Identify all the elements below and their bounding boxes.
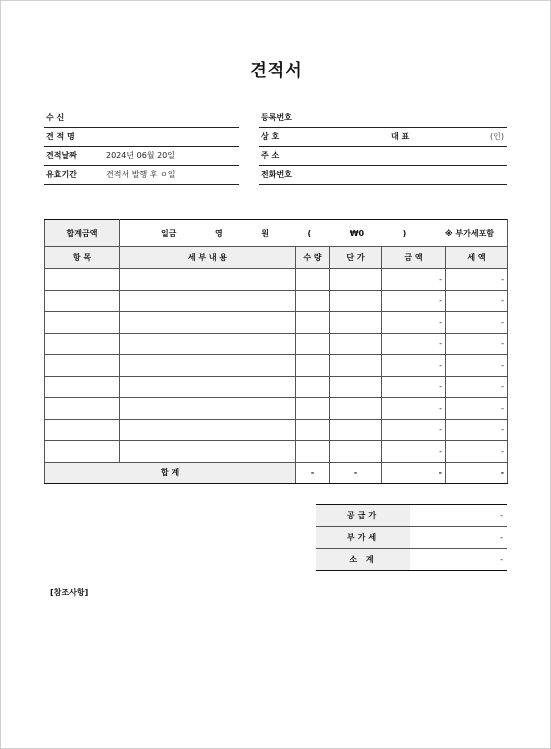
representative-label: 대 표	[391, 132, 410, 141]
supply-price-label: 공급가	[316, 505, 410, 527]
phone-row	[259, 166, 507, 185]
tax-cell: -	[446, 333, 508, 355]
item-cell[interactable]	[45, 376, 120, 398]
unit-price-cell[interactable]	[330, 269, 382, 291]
tax-cell: -	[446, 355, 508, 377]
unit-price-cell[interactable]	[330, 419, 382, 441]
quantity-cell[interactable]	[296, 355, 330, 377]
total-amount-label: 합계금액	[45, 220, 120, 247]
item-cell[interactable]	[45, 312, 120, 334]
amount-cell: -	[382, 376, 446, 398]
header-unit-price: 단 가	[330, 247, 382, 269]
subtotal-label: 소 계	[316, 549, 410, 571]
quantity-cell[interactable]	[296, 419, 330, 441]
tax-cell: -	[446, 376, 508, 398]
detail-cell[interactable]	[120, 355, 296, 377]
vat-note: ※ 부가세포함	[444, 228, 495, 238]
amount-cell: -	[382, 269, 446, 291]
amount-cell: -	[382, 355, 446, 377]
unit-price-cell[interactable]	[330, 376, 382, 398]
item-cell[interactable]	[45, 441, 120, 463]
quantity-cell[interactable]	[296, 441, 330, 463]
phone-label: 전화번호	[261, 170, 292, 179]
supply-price-row	[316, 505, 507, 527]
supply-summary-table	[316, 504, 507, 571]
table-row	[45, 312, 508, 334]
notes-label: [참조사항]	[50, 588, 89, 597]
estimate-date-row	[44, 147, 239, 166]
company-row	[259, 128, 507, 147]
table-row	[45, 398, 508, 420]
unit-price-cell[interactable]	[330, 333, 382, 355]
table-row	[45, 441, 508, 463]
estimate-name-row	[44, 128, 239, 147]
document-title: 견적서	[250, 61, 303, 81]
table-row	[45, 419, 508, 441]
estimate-date-label: 견적날짜	[46, 151, 77, 160]
amount-cell: -	[382, 419, 446, 441]
supplier-info	[259, 109, 507, 185]
amount-cell: -	[382, 441, 446, 463]
tax-cell: -	[446, 269, 508, 291]
sum-tax: -	[446, 462, 508, 483]
unit-price-cell[interactable]	[330, 355, 382, 377]
tax-cell: -	[446, 441, 508, 463]
quantity-cell[interactable]	[296, 376, 330, 398]
subtotal-value: -	[410, 549, 507, 571]
tax-cell: -	[446, 290, 508, 312]
quantity-cell[interactable]	[296, 312, 330, 334]
amount-cell: -	[382, 333, 446, 355]
detail-cell[interactable]	[120, 419, 296, 441]
header-amount: 금 액	[382, 247, 446, 269]
tax-cell: -	[446, 398, 508, 420]
recipient-row	[44, 109, 239, 128]
address-label: 주 소	[261, 151, 280, 160]
vat-value: -	[410, 527, 507, 549]
recipient-label: 수 신	[46, 113, 65, 122]
sum-row	[45, 462, 508, 483]
item-cell[interactable]	[45, 290, 120, 312]
amount-cell: -	[382, 290, 446, 312]
amount-cell: -	[382, 312, 446, 334]
detail-cell[interactable]	[120, 398, 296, 420]
amount-unit-2: 원	[261, 228, 269, 238]
items-table	[44, 219, 508, 484]
unit-price-cell[interactable]	[330, 398, 382, 420]
validity-label: 유효기간	[46, 170, 77, 179]
tax-cell: -	[446, 419, 508, 441]
table-row	[45, 355, 508, 377]
estimate-date-value: 2024년 06월 20일	[106, 151, 175, 160]
amount-won: ₩0	[349, 228, 365, 238]
sum-quantity: -	[296, 462, 330, 483]
registration-label: 등록번호	[261, 113, 292, 122]
table-header-row	[45, 247, 508, 269]
header-detail: 세 부 내 용	[120, 247, 296, 269]
amount-prefix: 일금	[161, 228, 177, 238]
vat-row	[316, 527, 507, 549]
quantity-cell[interactable]	[296, 290, 330, 312]
seal-mark: (인)	[490, 132, 504, 141]
item-cell[interactable]	[45, 333, 120, 355]
sum-amount: -	[382, 462, 446, 483]
table-row	[45, 290, 508, 312]
total-amount-row	[45, 220, 508, 247]
quantity-cell[interactable]	[296, 333, 330, 355]
unit-price-cell[interactable]	[330, 290, 382, 312]
tax-cell: -	[446, 312, 508, 334]
total-amount-cell	[120, 220, 508, 247]
item-cell[interactable]	[45, 269, 120, 291]
supply-price-value: -	[410, 505, 507, 527]
company-label: 상 호	[261, 132, 280, 141]
unit-price-cell[interactable]	[330, 312, 382, 334]
header-quantity: 수 량	[296, 247, 330, 269]
table-row	[45, 333, 508, 355]
detail-cell[interactable]	[120, 376, 296, 398]
header-tax: 세 액	[446, 247, 508, 269]
address-row	[259, 147, 507, 166]
amount-cell: -	[382, 398, 446, 420]
table-row	[45, 269, 508, 291]
estimate-name-label: 견 적 명	[46, 132, 75, 141]
sum-unit-price: -	[330, 462, 382, 483]
item-cell[interactable]	[45, 355, 120, 377]
amount-unit-1: 영	[215, 228, 223, 238]
header-item: 항 목	[45, 247, 120, 269]
paren-close: )	[402, 228, 407, 238]
registration-row	[259, 109, 507, 128]
detail-cell[interactable]	[120, 312, 296, 334]
vat-label: 부가세	[316, 527, 410, 549]
quantity-cell[interactable]	[296, 269, 330, 291]
table-row	[45, 376, 508, 398]
paren-open: (	[307, 228, 312, 238]
item-cell[interactable]	[45, 419, 120, 441]
detail-cell[interactable]	[120, 441, 296, 463]
item-cell[interactable]	[45, 398, 120, 420]
recipient-info	[44, 109, 239, 185]
detail-cell[interactable]	[120, 333, 296, 355]
validity-value: 견적서 발행 후 ㅇ일	[106, 170, 176, 179]
subtotal-row	[316, 549, 507, 571]
unit-price-cell[interactable]	[330, 441, 382, 463]
detail-cell[interactable]	[120, 290, 296, 312]
sum-label: 합 계	[45, 462, 296, 483]
detail-cell[interactable]	[120, 269, 296, 291]
validity-row	[44, 166, 239, 185]
quantity-cell[interactable]	[296, 398, 330, 420]
